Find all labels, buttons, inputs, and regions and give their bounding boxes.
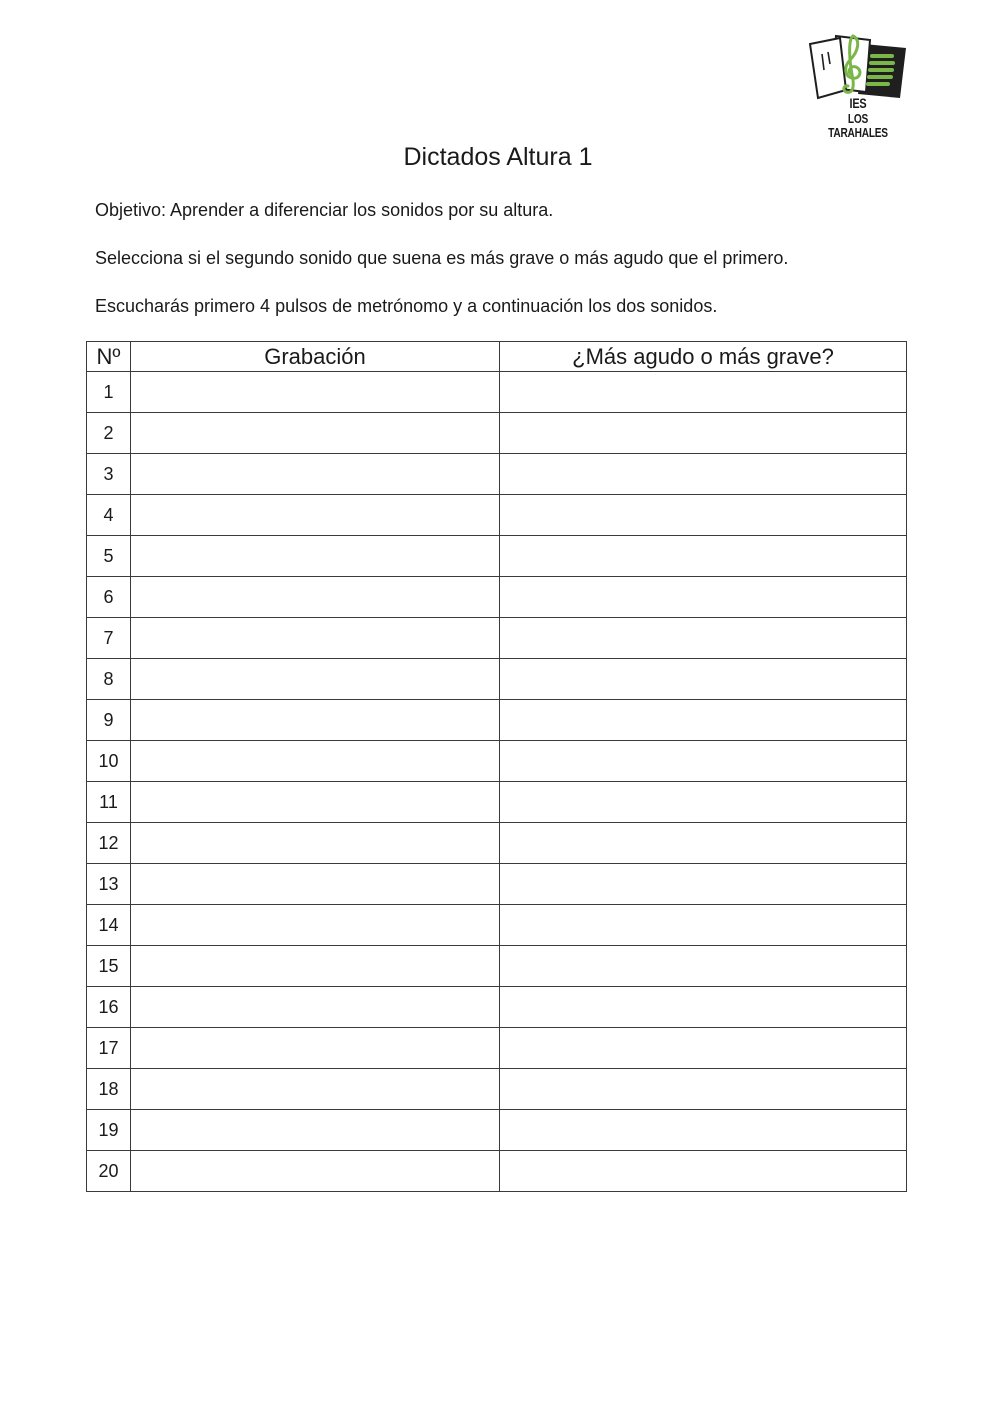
row-number-cell: 6 <box>87 577 131 618</box>
answer-table <box>86 341 907 1192</box>
answer-cell[interactable] <box>500 495 907 536</box>
table-row <box>87 1110 907 1151</box>
table-row <box>87 741 907 782</box>
row-number-cell: 16 <box>87 987 131 1028</box>
table-row <box>87 372 907 413</box>
row-number-cell: 14 <box>87 905 131 946</box>
row-number-cell: 12 <box>87 823 131 864</box>
answer-cell[interactable] <box>500 577 907 618</box>
table-row <box>87 1151 907 1192</box>
answer-cell[interactable] <box>500 946 907 987</box>
answer-cell[interactable] <box>500 1151 907 1192</box>
metronome-note-text: Escucharás primero 4 pulsos de metrónomo y a continuación los dos sonidos. <box>95 296 718 316</box>
answer-cell[interactable] <box>500 1069 907 1110</box>
row-number-cell: 18 <box>87 1069 131 1110</box>
recording-cell[interactable] <box>131 577 500 618</box>
answer-cell[interactable] <box>500 864 907 905</box>
row-number-cell: 5 <box>87 536 131 577</box>
table-row <box>87 987 907 1028</box>
table-row <box>87 1028 907 1069</box>
recording-cell[interactable] <box>131 946 500 987</box>
logo-text-ies: IES <box>849 95 867 111</box>
recording-cell[interactable] <box>131 1069 500 1110</box>
music-pages-treble-clef-logo-icon <box>806 30 910 100</box>
table-row <box>87 946 907 987</box>
answer-cell[interactable] <box>500 782 907 823</box>
answer-cell[interactable] <box>500 741 907 782</box>
recording-cell[interactable] <box>131 864 500 905</box>
recording-cell[interactable] <box>131 782 500 823</box>
row-number-cell: 15 <box>87 946 131 987</box>
row-number-cell: 4 <box>87 495 131 536</box>
row-number-cell: 19 <box>87 1110 131 1151</box>
table-row <box>87 495 907 536</box>
answer-cell[interactable] <box>500 454 907 495</box>
recording-cell[interactable] <box>131 618 500 659</box>
recording-cell[interactable] <box>131 823 500 864</box>
table-row <box>87 659 907 700</box>
recording-cell[interactable] <box>131 536 500 577</box>
answer-cell[interactable] <box>500 700 907 741</box>
recording-cell[interactable] <box>131 1110 500 1151</box>
recording-cell[interactable] <box>131 700 500 741</box>
table-row <box>87 413 907 454</box>
row-number-cell: 8 <box>87 659 131 700</box>
recording-cell[interactable] <box>131 454 500 495</box>
recording-cell[interactable] <box>131 987 500 1028</box>
answer-cell[interactable] <box>500 618 907 659</box>
row-number-cell: 1 <box>87 372 131 413</box>
answer-cell[interactable] <box>500 987 907 1028</box>
table-row <box>87 782 907 823</box>
row-number-cell: 9 <box>87 700 131 741</box>
column-header-number: Nº <box>87 342 131 372</box>
answer-cell[interactable] <box>500 536 907 577</box>
answer-cell[interactable] <box>500 905 907 946</box>
row-number-cell: 17 <box>87 1028 131 1069</box>
answer-cell[interactable] <box>500 659 907 700</box>
objective-text: Objetivo: Aprender a diferenciar los sonidos por su altura. <box>95 200 554 220</box>
recording-cell[interactable] <box>131 1151 500 1192</box>
answer-cell[interactable] <box>500 1110 907 1151</box>
school-logo <box>806 30 910 140</box>
table-row <box>87 864 907 905</box>
recording-cell[interactable] <box>131 372 500 413</box>
recording-cell[interactable] <box>131 1028 500 1069</box>
instruction-text: Selecciona si el segundo sonido que suena es más grave o más agudo que el primero. <box>95 248 789 268</box>
logo-text-school-name: LOS TARAHALES <box>828 111 888 140</box>
table-row <box>87 823 907 864</box>
answer-cell[interactable] <box>500 372 907 413</box>
recording-cell[interactable] <box>131 741 500 782</box>
recording-cell[interactable] <box>131 495 500 536</box>
table-header-row <box>87 342 907 372</box>
answer-cell[interactable] <box>500 413 907 454</box>
column-header-recording: Grabación <box>131 342 500 372</box>
table-row <box>87 577 907 618</box>
row-number-cell: 2 <box>87 413 131 454</box>
row-number-cell: 7 <box>87 618 131 659</box>
table-row <box>87 905 907 946</box>
table-row <box>87 618 907 659</box>
recording-cell[interactable] <box>131 659 500 700</box>
row-number-cell: 13 <box>87 864 131 905</box>
column-header-answer: ¿Más agudo o más grave? <box>500 342 907 372</box>
answer-cell[interactable] <box>500 823 907 864</box>
table-row <box>87 454 907 495</box>
recording-cell[interactable] <box>131 413 500 454</box>
page-title: Dictados Altura 1 <box>403 143 593 171</box>
row-number-cell: 10 <box>87 741 131 782</box>
answer-cell[interactable] <box>500 1028 907 1069</box>
row-number-cell: 3 <box>87 454 131 495</box>
table-row <box>87 536 907 577</box>
row-number-cell: 20 <box>87 1151 131 1192</box>
recording-cell[interactable] <box>131 905 500 946</box>
row-number-cell: 11 <box>87 782 131 823</box>
table-row <box>87 1069 907 1110</box>
table-row <box>87 700 907 741</box>
